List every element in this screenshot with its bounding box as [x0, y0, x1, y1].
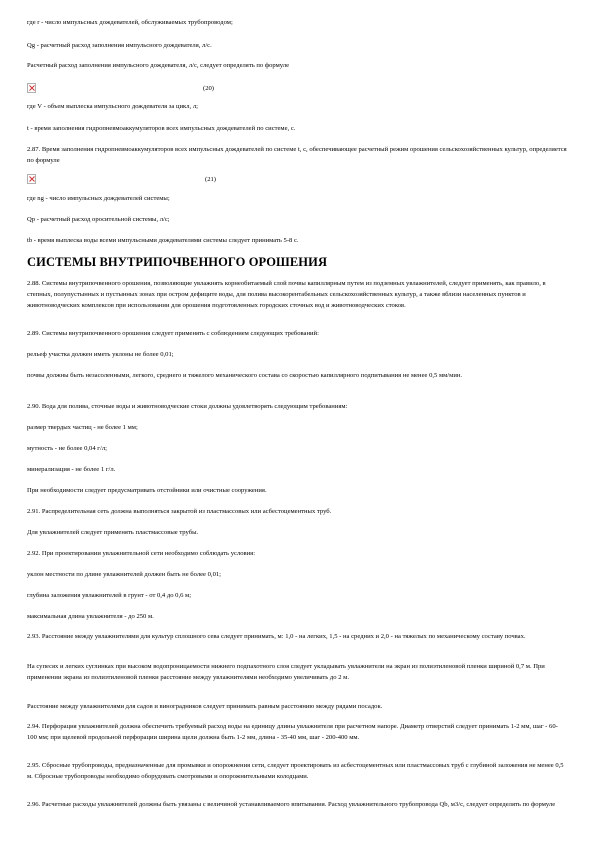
paragraph: На супесях и легких суглинках при высоком водопроницаемости нижнего подпахотного слоя следует укладывать увлажнители на экран из полиэтиленовой пленки шириной 0,7 м. При применении экрана из полиэтиленовой пленки расстояние между увлажнителями необходимо увеличивать до 2 м. — [27, 663, 545, 681]
paragraph: почвы должны быть незасоленными, легкого, среднего и тяжелого механического состава со скоростью капиллярного подпитывания не менее 0,5 мм/мин. — [27, 372, 463, 379]
formula-20 — [27, 83, 327, 95]
paragraph: где ng - число импульсных дождевателей системы; — [27, 195, 170, 202]
paragraph: уклон местности по длине увлажнителей должен быть не более 0,01; — [27, 571, 222, 578]
paragraph: Расчетный расход заполнения импульсного дождевателя, л/с, следует определять по формуле — [27, 62, 290, 69]
paragraph: размер твердых частиц - не более 1 мм; — [27, 424, 138, 431]
paragraph: t - время заполнения гидропневмоаккумуляторов всех импульсных дождевателей по системе, с. — [27, 125, 296, 132]
paragraph: где V - объем выплеска импульсного дождевателя за цикл, л; — [27, 103, 198, 110]
paragraph: глубина заложения увлажнителей в грунт - от 0,4 до 0,6 м; — [27, 592, 192, 599]
paragraph: максимальная длина увлажнителя - до 250 м. — [27, 613, 154, 620]
paragraph: Qp - расчетный расход оросительной системы, л/с; — [27, 216, 170, 223]
paragraph: минерализация - не более 1 г/л. — [27, 466, 116, 473]
section-heading: СИСТЕМЫ ВНУТРИПОЧВЕННОГО ОРОШЕНИЯ — [27, 255, 328, 269]
paragraph: Расстояние между увлажнителями для садов и виноградников следует принимать равным расстоянию между рядами посадок. — [27, 703, 383, 710]
paragraph: 2.90. Вода для полива, сточные воды и животноводческие стоки должны удовлетворять следующим требованиям: — [27, 403, 348, 410]
formula-number: (20) — [203, 85, 214, 92]
paragraph: 2.94. Перфорация увлажнителей должна обеспечить требуемый расход воды на единицу длины увлажнителя при расчетном напоре. Диаметр отверстий следует принимать 1-2 мм, шаг - 60-100 мм; при щелевой продольной перфорации ширина щели должна быть 1-2 мм, длина - 35-40 мм, шаг - 200-400 мм. — [27, 723, 558, 741]
paragraph: 2.87. Время заполнения гидропневмоаккумуляторов всех импульсных дождевателей по системе t, с, обеспечивающее расчетный режим орошения сельскохозяйственных культур, определяется по формуле — [27, 146, 567, 164]
paragraph: 2.92. При проектировании увлажнительной сети необходимо соблюдать условия: — [27, 550, 256, 557]
paragraph: где r - число импульсных дождевателей, обслуживаемых трубопроводом; — [27, 19, 233, 26]
broken-image-icon — [27, 174, 36, 184]
paragraph: рельеф участка должен иметь уклоны не более 0,01; — [27, 351, 174, 358]
paragraph: мутность - не более 0,04 г/л; — [27, 445, 107, 452]
formula-21 — [27, 174, 327, 186]
paragraph: Qg - расчетный расход заполнения импульсного дождевателя, л/с. — [27, 42, 212, 49]
paragraph: tb - время выплеска воды всеми импульсными дождевателями системы следует принимать 5-8 с. — [27, 237, 299, 244]
paragraph: 2.88. Системы внутрипочвенного орошения, позволяющие увлажнять корнеобитаемый слой почвы капиллярным путем из подземных увлажнителей, следует применять, как правило, в степных, полупустынных и пустынных зонах при остром дефиците воды, для полива высокорентабельных сельскохозяйственных культур, а также вблизи населенных пунктов и животноводческих комплексов при использовании для орошения подготовленных городских сточных вод и животноводческих стоков. — [27, 280, 546, 309]
paragraph: 2.89. Системы внутрипочвенного орошения следует применять с соблюдением следующих требований: — [27, 330, 319, 337]
paragraph: 2.91. Распределительная сеть должна выполняться закрытой из пластмассовых или асбестоцементных труб. — [27, 508, 332, 515]
paragraph: 2.96. Расчетные расходы увлажнителей должны быть увязаны с величиной устанавливаемого впитывания. Расход увлажнительного трубопровода Qb, м3/с, следует определять по формуле — [27, 801, 556, 808]
paragraph: Для увлажнителей следует применять пластмассовые трубы. — [27, 529, 199, 536]
formula-number: (21) — [205, 176, 216, 183]
paragraph: 2.95. Сбросные трубопроводы, предназначенные для промывки и опорожнения сети, следует проектировать из асбестоцементных или пластмассовых труб с глубиной заложения не менее 0,5 м. Сбросные трубопроводы необходимо оборудовать смотровыми и опорожнительными колодцами. — [27, 762, 564, 780]
broken-image-icon — [27, 83, 36, 93]
paragraph: 2.93. Расстояние между увлажнителями для культур сплошного сева следует принимать, м: 1,0 - на легких, 1,5 - на средних и 2,0 - на тяжелых по механическому составу почвах. — [27, 633, 526, 640]
paragraph: При необходимости следует предусматривать отстойники или очистные сооружения. — [27, 487, 267, 494]
